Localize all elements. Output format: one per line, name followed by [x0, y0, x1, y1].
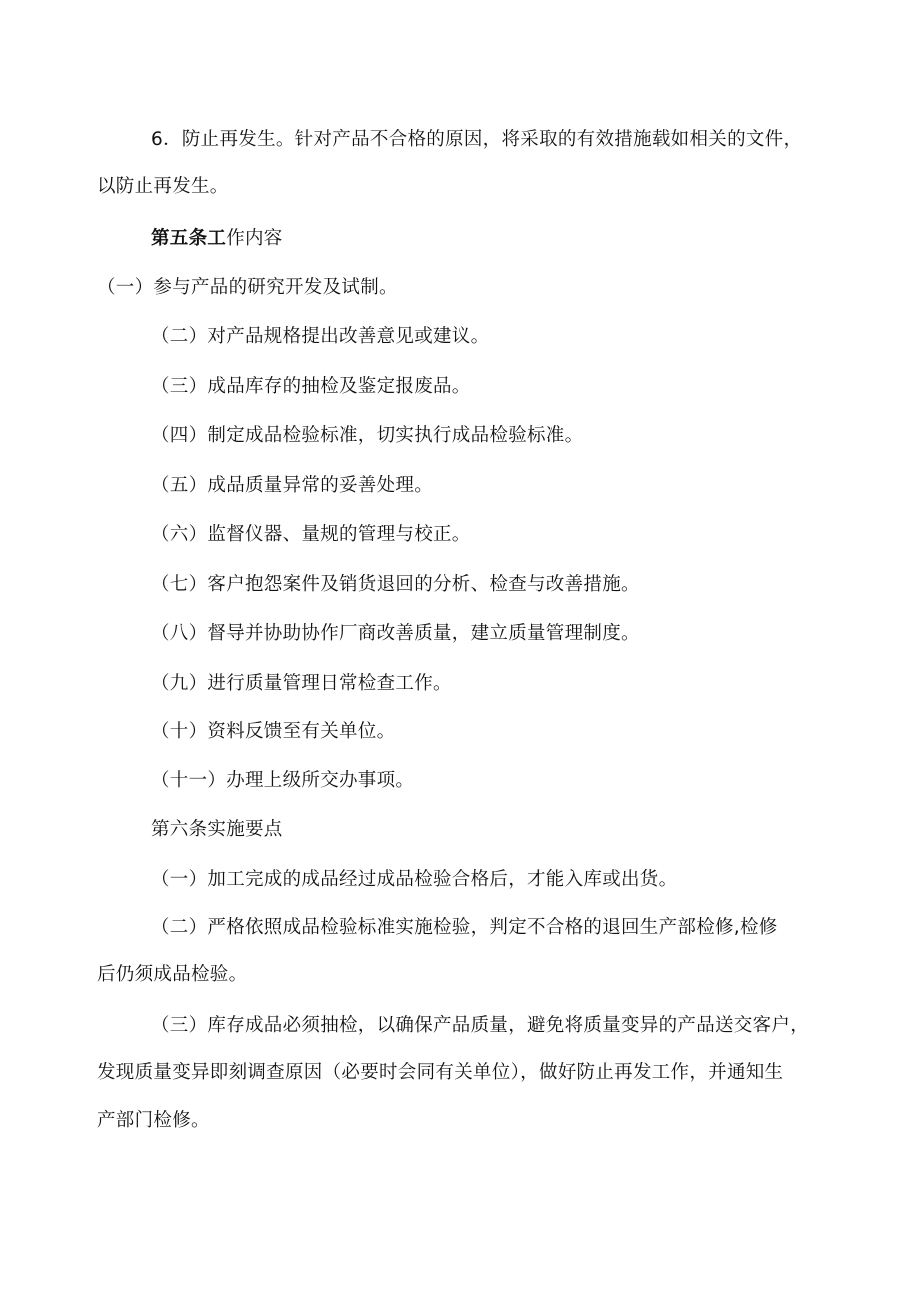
article-5-item-4: （四）制定成品检验标准，切实执行成品检验标准。	[151, 425, 584, 446]
paragraph-6-line-1: 6．防止再发生。针对产品不合格的原因，将采取的有效措施载如相关的文件，	[151, 129, 803, 150]
article-5-item-1: （一）参与产品的研究开发及试制。	[97, 277, 398, 298]
article-5-item-5: （五）成品质量异常的妥善处理。	[151, 475, 434, 496]
article-5-item-10: （十）资料反馈至有关单位。	[151, 721, 396, 742]
article-5-item-6: （六）监督仪器、量规的管理与校正。	[151, 524, 471, 545]
paragraph-6-line-2: 以防止再发生。	[97, 176, 229, 197]
article-6-item-2-line-2: 后仍须成品检验。	[97, 964, 248, 985]
article-6-item-2-line-1: （二）严格依照成品检验标准实施检验，判定不合格的退回生产部检修,检修	[151, 917, 778, 938]
article-5-heading	[151, 227, 283, 251]
article-5-item-7: （七）客户抱怨案件及销货退回的分析、检查与改善措施。	[151, 574, 640, 595]
article-6-heading: 第六条实施要点	[151, 819, 283, 840]
article-6-item-3-line-2: 发现质量变异即刻调查原因（必要时会同有关单位），做好防止再发工作，并通知生	[97, 1062, 784, 1083]
article-5-heading-rest: 作内容	[226, 228, 283, 249]
article-5-item-3: （三）成品库存的抽检及鉴定报废品。	[151, 376, 471, 397]
article-5-item-11: （十一）办理上级所交办事项。	[151, 770, 415, 791]
article-6-item-3-line-3: 产部门检修。	[97, 1110, 210, 1131]
article-5-item-9: （九）进行质量管理日常检查工作。	[151, 673, 452, 694]
article-5-item-2: （二）对产品规格提出改善意见或建议。	[151, 326, 490, 347]
article-5-heading-bold: 第五条工	[151, 228, 227, 249]
article-5-item-8: （八）督导并协助协作厂商改善质量，建立质量管理制度。	[151, 623, 640, 644]
article-6-item-3-line-1: （三）库存成品必须抽检，以确保产品质量，避免将质量变异的产品送交客户，	[151, 1015, 810, 1036]
article-6-item-1: （一）加工完成的成品经过成品检验合格后，才能入库或出货。	[151, 869, 678, 890]
